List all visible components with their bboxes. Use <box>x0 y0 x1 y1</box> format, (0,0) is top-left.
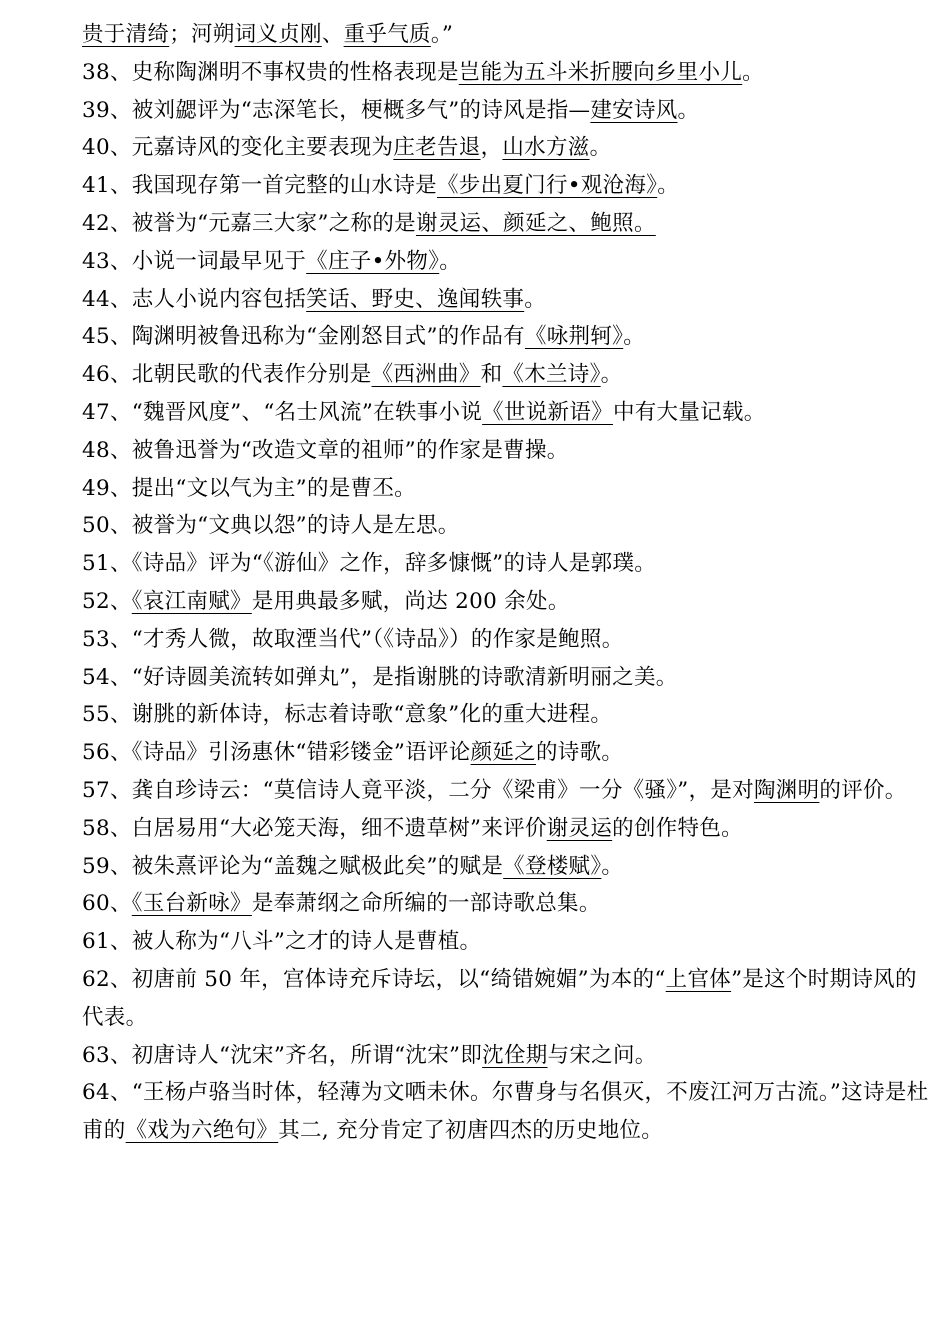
answer-text: 重乎气质 <box>343 22 431 47</box>
question-item <box>82 129 930 167</box>
answer-text: 谢灵运 <box>546 815 613 841</box>
question-item <box>82 734 930 772</box>
question-text: 46、北朝民歌的代表作分别是 <box>82 362 372 388</box>
question-text: 58、白居易用“大必笼天海，细不遗草树”来评价 <box>82 815 547 841</box>
answer-text: 笑话、野史、逸闻轶事 <box>306 286 525 312</box>
question-text: 50、被誉为“文典以怨”的诗人是左思。 <box>82 513 460 539</box>
question-item <box>82 470 930 508</box>
answer-text: 《步出夏门行•观沧海》 <box>436 173 658 199</box>
question-text: 52、 <box>82 588 132 614</box>
question-text: 。 <box>742 59 764 85</box>
question-text: 47、“魏晋风度”、“名士风流”在轶事小说 <box>82 399 483 425</box>
question-text: 的诗歌。 <box>536 740 624 766</box>
answer-text: 《世说新语》 <box>482 399 613 425</box>
question-text: 45、陶渊明被鲁迅称为“金刚怒目式”的作品有 <box>82 324 525 350</box>
question-text: 的评价。 <box>819 777 907 803</box>
question-text: 55、谢朓的新体诗，标志着诗歌“意象”化的重大进程。 <box>82 702 613 728</box>
question-text: 48、被鲁迅誉为“改造文章的祖师”的作家是曹操。 <box>82 437 569 463</box>
question-item <box>82 1037 930 1075</box>
question-text: 51、《诗品》评为“《游仙》之作，辞多慷慨”的诗人是郭璞。 <box>82 551 657 577</box>
question-item <box>82 243 930 281</box>
answer-text: 《玉台新咏》 <box>131 891 252 917</box>
question-item <box>82 848 930 886</box>
answer-text: 《哀江南赋》 <box>131 588 252 614</box>
question-text: 40、元嘉诗风的变化主要表现为 <box>82 135 394 161</box>
question-text: 61、被人称为“八斗”之才的诗人是曹植。 <box>82 929 482 955</box>
question-item <box>82 583 930 621</box>
question-text: 42、被誉为“元嘉三大家”之称的是 <box>82 210 416 236</box>
question-item <box>82 394 930 432</box>
question-text: 、 <box>321 22 344 47</box>
question-item <box>82 507 930 545</box>
question-text: ；河朔 <box>169 22 235 47</box>
question-item <box>82 885 930 923</box>
answer-text: 《庄子•外物》 <box>306 248 440 274</box>
answer-text: 《戏为六绝句》 <box>125 1118 279 1144</box>
question-text: 59、被朱熹评论为“盖魏之赋极此矣”的赋是 <box>82 853 504 879</box>
question-text: 。 <box>439 248 462 274</box>
answer-text: 《木兰诗》 <box>502 362 601 388</box>
question-item <box>82 545 930 583</box>
question-text: 的创作特色。 <box>612 815 743 841</box>
question-item <box>82 16 930 54</box>
question-text: ”是这个时期诗风的代表。 <box>82 966 917 1030</box>
document-body <box>82 0 930 1150</box>
question-text: 49、提出“文以气为主”的是曹丕。 <box>82 475 416 501</box>
question-item <box>82 1074 930 1150</box>
question-text: 56、《诗品》引汤惠休“错彩镂金”语评论 <box>82 740 471 766</box>
question-item <box>82 318 930 356</box>
answer-text: 岂能为五斗米折腰向乡里小儿 <box>458 59 743 85</box>
question-text: 。 <box>600 362 623 388</box>
question-item <box>82 205 930 243</box>
question-text: 中有大量记载。 <box>612 399 766 425</box>
question-item <box>82 696 930 734</box>
question-item <box>82 923 930 961</box>
question-text: 。 <box>589 135 612 161</box>
answer-text: 《西洲曲》 <box>371 362 481 388</box>
question-text: ， <box>480 135 503 161</box>
answer-text: 词义贞刚 <box>234 22 322 47</box>
question-text: 41、我国现存第一首完整的山水诗是 <box>82 173 437 199</box>
question-text: 是用典最多赋，尚达 200 余处。 <box>251 588 570 614</box>
question-item <box>82 356 930 394</box>
answer-text: 陶渊明 <box>754 777 820 803</box>
question-text: 44、志人小说内容包括 <box>82 286 307 312</box>
question-item <box>82 54 930 92</box>
question-text: 。 <box>677 97 700 123</box>
question-text: 63、初唐诗人“沈宋”齐名，所谓“沈宋”即 <box>82 1042 483 1068</box>
question-text: 38、史称陶渊明不事权贵的性格表现是 <box>82 59 459 85</box>
question-text: 。 <box>524 286 546 312</box>
question-text: 。” <box>430 22 454 47</box>
question-text: 43、小说一词最早见于 <box>82 248 307 274</box>
question-text: 。 <box>623 324 646 350</box>
question-item <box>82 772 930 810</box>
question-text: 和 <box>480 362 503 388</box>
question-text: 57、龚自珍诗云：“莫信诗人竟平淡，二分《梁甫》一分《骚》”，是对 <box>82 777 754 803</box>
question-item <box>82 621 930 659</box>
answer-text: 上官体 <box>665 966 732 992</box>
question-item <box>82 659 930 697</box>
answer-text: 山水方滋 <box>502 135 590 161</box>
question-text: 。 <box>657 173 680 199</box>
question-text: 53、“才秀人微，故取湮当代”（《诗品》）的作家是鲍照。 <box>82 626 624 652</box>
answer-text: 《咏荆轲》 <box>524 324 624 350</box>
answer-text: 沈佺期 <box>482 1042 548 1068</box>
question-text: 是奉萧纲之命所编的一部诗歌总集。 <box>251 891 601 917</box>
question-item <box>82 961 930 1037</box>
question-item <box>82 281 930 319</box>
answer-text: 谢灵运、颜延之、鲍照。 <box>415 210 656 236</box>
question-text: 。 <box>601 853 624 879</box>
question-item <box>82 432 930 470</box>
answer-text: 庄老告退 <box>393 135 481 161</box>
question-text: 64、“王杨卢骆当时体，轻薄为文哂未休。尔曹身与名俱灭，不废江河万古流。”这诗是杜甫的 <box>82 1080 929 1144</box>
question-item <box>82 810 930 848</box>
answer-text: 《登楼赋》 <box>503 853 602 879</box>
question-text: 60、 <box>82 891 132 917</box>
answer-text: 颜延之 <box>470 740 536 766</box>
question-text: 其二, 充分肯定了初唐四杰的历史地位。 <box>278 1118 664 1144</box>
question-text: 54、“好诗圆美流转如弹丸”，是指谢朓的诗歌清新明丽之美。 <box>82 664 678 690</box>
question-item <box>82 167 930 205</box>
answer-text: 建安诗风 <box>590 97 678 123</box>
question-text: 与宋之问。 <box>547 1042 657 1068</box>
question-text: 39、被刘勰评为“志深笔长，梗概多气”的诗风是指— <box>82 97 591 123</box>
answer-text: 贵于清绮 <box>82 22 170 47</box>
question-text: 62、初唐前 50 年，宫体诗充斥诗坛，以“绮错婉媚”为本的“ <box>82 966 666 992</box>
question-item <box>82 92 930 130</box>
